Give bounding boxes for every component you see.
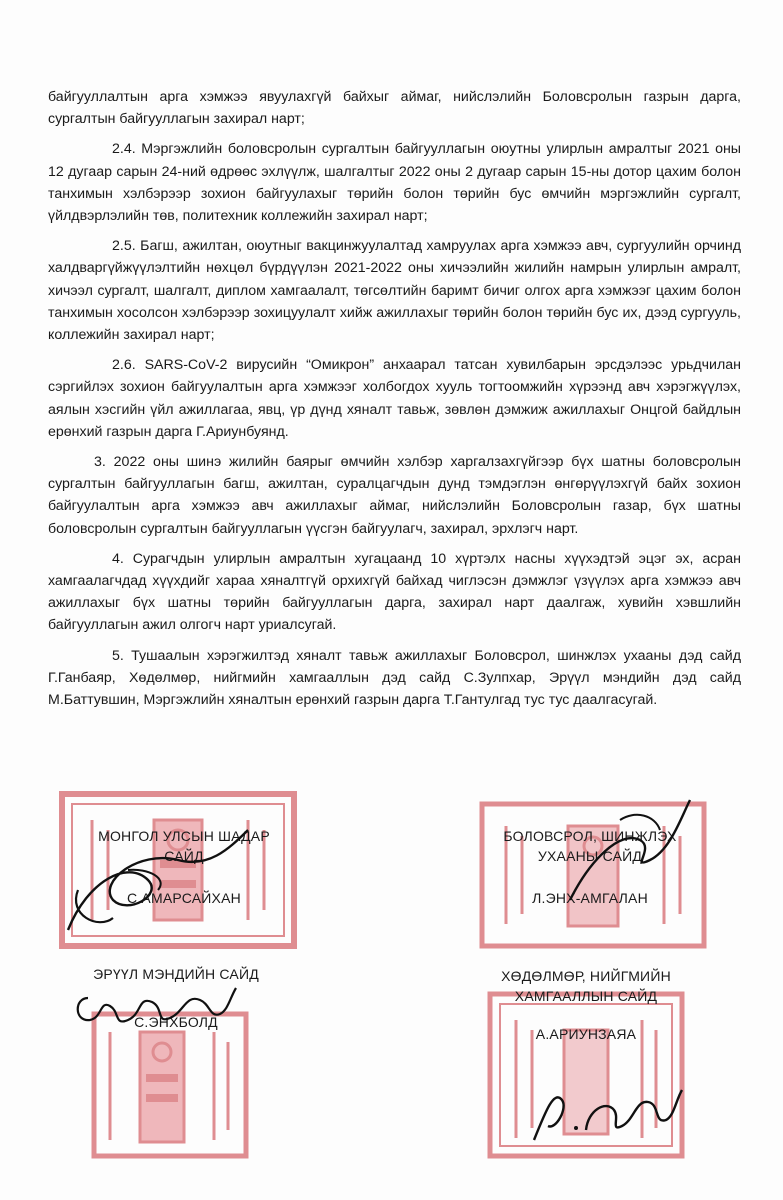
- paragraph-5: 5. Тушаалын хэрэгжилтэд хяналт тавьж ажиллахыг Боловсрол, шинжлэх ухааны дэд сайд Г.Ганбаяр, Хөдөлмөр, нийгмийн хамгааллын дэд сайд С.Зулпхар, Эрүүл мэндийн дэд сайд М.Баттувшин, Мэргэжлийн хяналтын ерөнхий газрын дарга Т.Гантулгад тус тус даалгасугай.: [48, 647, 741, 709]
- handwritten-signature-labor-minister: [526, 1070, 686, 1150]
- signatory-title-line1: МОНГОЛ УЛСЫН ШАДАР: [98, 828, 270, 844]
- signatory-labor-minister: [466, 966, 706, 1044]
- document-body: [48, 86, 741, 719]
- paragraph-2-5: 2.5. Багш, ажилтан, оюутныг вакцинжуулалтад хамруулах арга хэмжээ авч, сургуулийн орчинд халдваргүйжүүлэлтийн нөхцөл бүрдүүлэн 2021-2022 оны хичээлийн жилийн намрын улирлын амралт, хичээл сургалт, шалгалт, диплом хамгаалалт, төгсөлтийн баримт бичиг олгох арга хэмжээг цахим болон танхимын хосолсон хэлбэрээр зохицуулалт хийж ажиллахыг төрийн болон төрийн бус их, дээд сургууль, коллежийн захирал нарт;: [48, 238, 741, 344]
- signatory-name: С.ЭНХБОЛД: [134, 1014, 218, 1030]
- signatory-title-line2: САЙД: [164, 848, 204, 864]
- signatory-title-line2: УХААНЫ САЙД: [537, 848, 643, 864]
- paragraph-continuation: байгууллалтын арга хэмжээ явуулахгүй байхыг аймаг, нийслэлийн Боловсролын газрын дарга, сургалтын байгууллагын захирал нарт;: [48, 89, 741, 128]
- paragraph-4: 4. Сурагчдын улирлын амралтын хугацаанд 10 хүртэлх насны хүүхэдтэй эцэг эх, асран хамгаалагчдад хүүхдийг хараа хяналтгүй орхихгүй байхад чиглэсэн дэмжлэг үзүүлэх арга хэмжээ авч ажиллахыг бүх шатны төрийн байгууллагын дарга, захирал нарт даалгаж, хувийн хэвшлийн байгууллагын ажил олгогч нарт уриалсугай.: [48, 550, 741, 634]
- signatory-name: А.АРИУНЗАЯА: [535, 1026, 637, 1042]
- signatory-title-line1: БОЛОВСРОЛ, ШИНЖЛЭХ: [503, 828, 677, 844]
- handwritten-signature-health-minister: [70, 978, 240, 1038]
- signatory-name: Л.ЭНХ-АМГАЛАН: [532, 890, 648, 906]
- paragraph-2-6: 2.6. SARS-CoV-2 вирусийн “Омикрон” анхаарал татсан хувилбарын эрсдэлээс урьдчилан сэргийлэх зохион байгуулалтын арга хэмжээг холбогдох хууль тогтоомжийн хүрээнд авч хэрэгжүүлэх, аялын хэсгийн үйл ажиллагаа, явц, үр дүнд хяналт тавьж, зөвлөн дэмжиж ажиллахыг Онцгой байдлын ерөнхий газрын дарга Г.Ариунбуянд.: [48, 357, 741, 440]
- paragraph-2-4: 2.4. Мэргэжлийн боловсролын сургалтын байгууллагын оюутны улирлын амралтыг 2021 оны 12 дугаар сарын 24-ний өдрөөс эхлүүлж, шалгалтыг 2022 оны 2 дугаар сарын 15-ны дотор цахим болон танхимын хэлбэрээр зохион байгуулахыг төрийн болон төрийн бус өмчийн мэргэжлийн сургалт, үйлдвэрлэлийн төв, политехник коллежийн захирал нарт;: [48, 141, 741, 225]
- signatory-title-line1: ХӨДӨЛМӨР, НИЙГМИЙН: [501, 968, 671, 984]
- signatory-title-line2: ХАМГААЛЛЫН САЙД: [514, 988, 658, 1004]
- paragraph-3: 3. 2022 оны шинэ жилийн баярыг өмчийн хэлбэр харгалзахгүйгээр бүх шатны боловсролын сургалтын байгууллагын багш, ажилтан, суралцагчдын дунд тэмдэглэн өнгөрүүлэхгүй байх зохион байгуулалтын арга хэмжээ авч ажиллахыг аймаг, нийслэлийн Боловсролын газар, бүх шатны боловсролын сургалтын байгууллагын үүсгэн байгуулагч, захирал, эрхлэгч нарт.: [48, 454, 741, 537]
- signatory-name: С.АМАРСАЙХАН: [127, 890, 241, 906]
- handwritten-signature-deputy-pm: [58, 820, 258, 940]
- handwritten-signature-education-minister: [560, 790, 700, 910]
- signatory-title-line1: ЭРҮҮЛ МЭНДИЙН САЙД: [93, 966, 259, 982]
